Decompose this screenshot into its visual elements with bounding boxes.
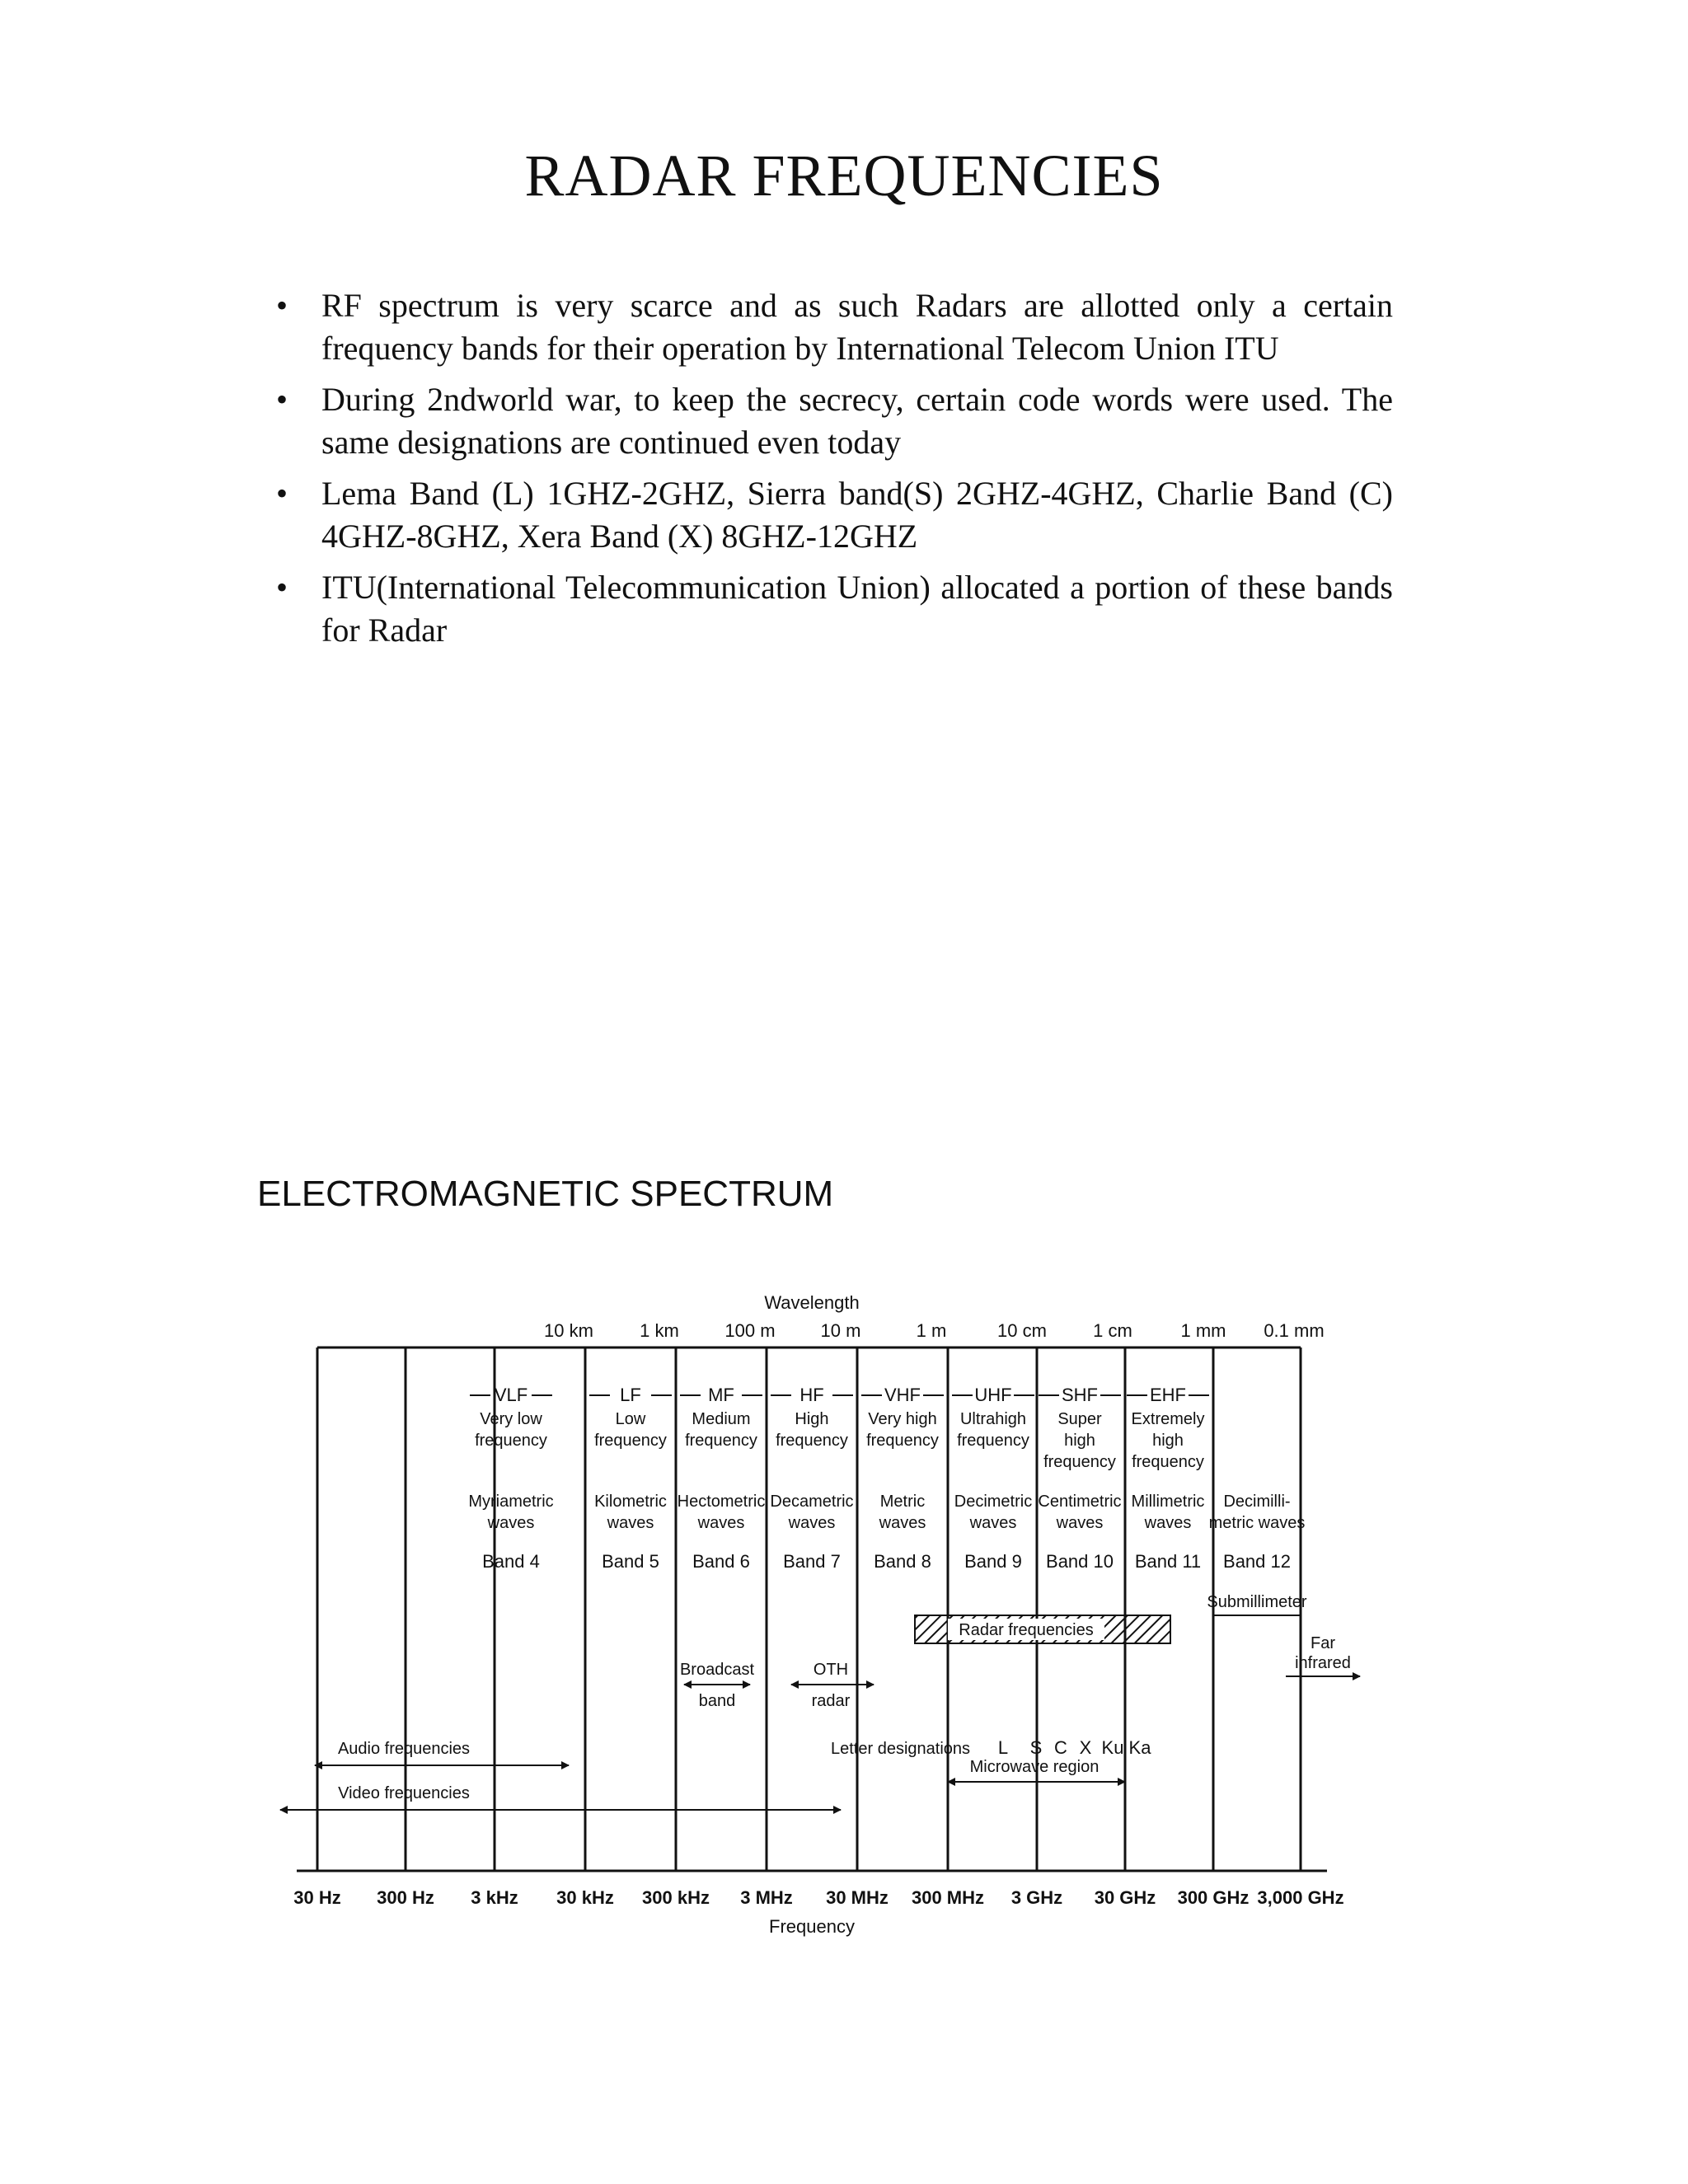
wave-type-label: waves: [879, 1514, 926, 1532]
wavelength-label: 1 m: [916, 1320, 947, 1341]
band-name: frequency: [1043, 1453, 1116, 1471]
band-abbreviation: VLF: [494, 1385, 528, 1405]
wave-type-label: waves: [487, 1514, 535, 1532]
band-name: frequency: [594, 1432, 667, 1450]
wave-type-label: Decametric: [770, 1493, 854, 1511]
bullet-dot: •: [276, 381, 288, 418]
figure-content: [280, 1292, 1360, 1937]
itu-band-number: Band 7: [783, 1551, 841, 1572]
frequency-tick-label: 30 MHz: [826, 1887, 889, 1908]
wave-type-label: Myriametric: [468, 1493, 554, 1511]
itu-band-number: Band 11: [1134, 1551, 1202, 1572]
letter-designations-label: Letter designations: [831, 1740, 971, 1758]
itu-band-number: Band 9: [964, 1551, 1022, 1572]
wave-type-label: Millimetric: [1131, 1493, 1205, 1511]
frequency-axis-title: Frequency: [769, 1916, 855, 1937]
frequency-tick-label: 300 MHz: [911, 1887, 985, 1908]
itu-band-number: Band 6: [692, 1551, 750, 1572]
band-abbreviation: UHF: [974, 1385, 1012, 1405]
oth-radar-label: OTH: [813, 1661, 849, 1679]
band-name: frequency: [776, 1432, 848, 1450]
wave-type-label: Hectometric: [677, 1493, 766, 1511]
band-name: Ultrahigh: [959, 1410, 1027, 1428]
band-name: Low: [615, 1410, 646, 1428]
bullet-dot: •: [276, 475, 288, 512]
band-abbreviation: SHF: [1062, 1385, 1098, 1405]
section-heading: ELECTROMAGNETIC SPECTRUM: [257, 1174, 834, 1214]
bullet-item: [276, 472, 1393, 558]
band-name: frequency: [685, 1432, 757, 1450]
itu-band-number: Band 4: [482, 1551, 540, 1572]
letter-designation: Ka: [1128, 1737, 1151, 1758]
bullet-text: ITU(International Telecommunication Union) allocated a portion of these bands for Radar: [321, 569, 1393, 649]
oth-radar-label: radar: [811, 1692, 851, 1710]
wavelength-label: 10 km: [544, 1320, 593, 1341]
wave-type-label: metric waves: [1208, 1514, 1306, 1532]
letter-designation: S: [1029, 1737, 1043, 1758]
letter-designation: X: [1079, 1737, 1092, 1758]
band-name: frequency: [1132, 1453, 1204, 1471]
band-abbreviation: MF: [708, 1385, 734, 1405]
wave-type-label: Metric: [879, 1493, 926, 1511]
wave-type-label: waves: [1056, 1514, 1104, 1532]
band-name: frequency: [475, 1432, 547, 1450]
radar-frequencies-label: Radar frequencies: [959, 1621, 1094, 1639]
band-name: high: [1152, 1432, 1184, 1450]
far-infrared-label: Far: [1311, 1634, 1335, 1652]
submillimeter-label: Submillimeter: [1207, 1593, 1307, 1611]
broadcast-band-label: Broadcast: [679, 1661, 755, 1679]
bullet-dot: •: [276, 569, 288, 606]
wavelength-label: 1 cm: [1093, 1320, 1132, 1341]
letter-designation: Ku: [1101, 1737, 1124, 1758]
band-name: frequency: [957, 1432, 1029, 1450]
microwave-region-label: Microwave region: [969, 1758, 1100, 1776]
band-abbreviation: LF: [620, 1385, 641, 1405]
itu-band-number: Band 8: [874, 1551, 931, 1572]
bullet-list: [276, 284, 1393, 660]
bullet-text: During 2ndworld war, to keep the secrecy, certain code words were used. The same designations are continued even today: [321, 381, 1393, 461]
frequency-tick-label: 300 Hz: [377, 1887, 434, 1908]
wavelength-label: 1 mm: [1180, 1320, 1226, 1341]
frequency-tick-label: 300 kHz: [642, 1887, 710, 1908]
frequency-tick-label: 30 kHz: [556, 1887, 614, 1908]
far-infrared-label: infrared: [1295, 1654, 1351, 1672]
wavelength-title: Wavelength: [764, 1292, 860, 1313]
frequency-tick-label: 30 Hz: [293, 1887, 341, 1908]
wave-type-label: Centimetric: [1038, 1493, 1122, 1511]
wave-type-label: Decimetric: [954, 1493, 1033, 1511]
letter-designation: C: [1054, 1737, 1067, 1758]
band-abbreviation: EHF: [1150, 1385, 1186, 1405]
band-name: high: [1064, 1432, 1095, 1450]
itu-band-number: Band 10: [1046, 1551, 1114, 1572]
band-name: Medium: [692, 1410, 751, 1428]
wave-type-label: waves: [969, 1514, 1017, 1532]
band-name: Very high: [868, 1410, 937, 1428]
video-frequencies-label: Video frequencies: [338, 1784, 470, 1802]
bullet-text: RF spectrum is very scarce and as such Radars are allotted only a certain frequency bands for their operation by International Telecom Union ITU: [321, 287, 1393, 367]
wavelength-label: 10 m: [820, 1320, 861, 1341]
itu-band-number: Band 12: [1223, 1551, 1291, 1572]
band-name: Very low: [480, 1410, 542, 1428]
band-name: Super: [1057, 1410, 1102, 1428]
frequency-tick-label: 3 GHz: [1010, 1887, 1063, 1908]
band-name: High: [795, 1410, 829, 1428]
frequency-tick-label: 300 GHz: [1177, 1887, 1250, 1908]
bullet-item: [276, 566, 1393, 652]
audio-frequencies-label: Audio frequencies: [337, 1740, 471, 1758]
bullet-item: [276, 378, 1393, 464]
wavelength-label: 0.1 mm: [1264, 1320, 1325, 1341]
wave-type-label: waves: [607, 1514, 654, 1532]
wave-type-label: waves: [697, 1514, 745, 1532]
frequency-tick-label: 3,000 GHz: [1257, 1887, 1344, 1908]
band-name: Extremely: [1131, 1410, 1205, 1428]
frequency-tick-label: 3 MHz: [740, 1887, 793, 1908]
page-title: RADAR FREQUENCIES: [524, 143, 1164, 209]
wavelength-label: 1 km: [640, 1320, 679, 1341]
wave-type-label: waves: [1144, 1514, 1192, 1532]
itu-band-number: Band 5: [602, 1551, 659, 1572]
bullet-text: Lema Band (L) 1GHZ-2GHZ, Sierra band(S) 2GHZ-4GHZ, Charlie Band (C) 4GHZ-8GHZ, Xera Band (X) 8GHZ-12GHZ: [321, 475, 1393, 555]
frequency-tick-label: 30 GHz: [1094, 1887, 1156, 1908]
broadcast-band-label: band: [698, 1692, 736, 1710]
wave-type-label: waves: [788, 1514, 836, 1532]
wavelength-label: 10 cm: [997, 1320, 1047, 1341]
band-abbreviation: HF: [799, 1385, 824, 1405]
bullet-dot: •: [276, 287, 288, 324]
electromagnetic-spectrum-figure: [264, 1277, 1385, 1945]
wave-type-label: Kilometric: [594, 1493, 667, 1511]
frequency-tick-label: 3 kHz: [471, 1887, 518, 1908]
band-abbreviation: VHF: [884, 1385, 921, 1405]
wavelength-label: 100 m: [724, 1320, 776, 1341]
letter-designation: L: [997, 1737, 1009, 1758]
band-name: frequency: [866, 1432, 939, 1450]
bullet-item: [276, 284, 1393, 370]
wave-type-label: Decimilli-: [1223, 1493, 1291, 1511]
